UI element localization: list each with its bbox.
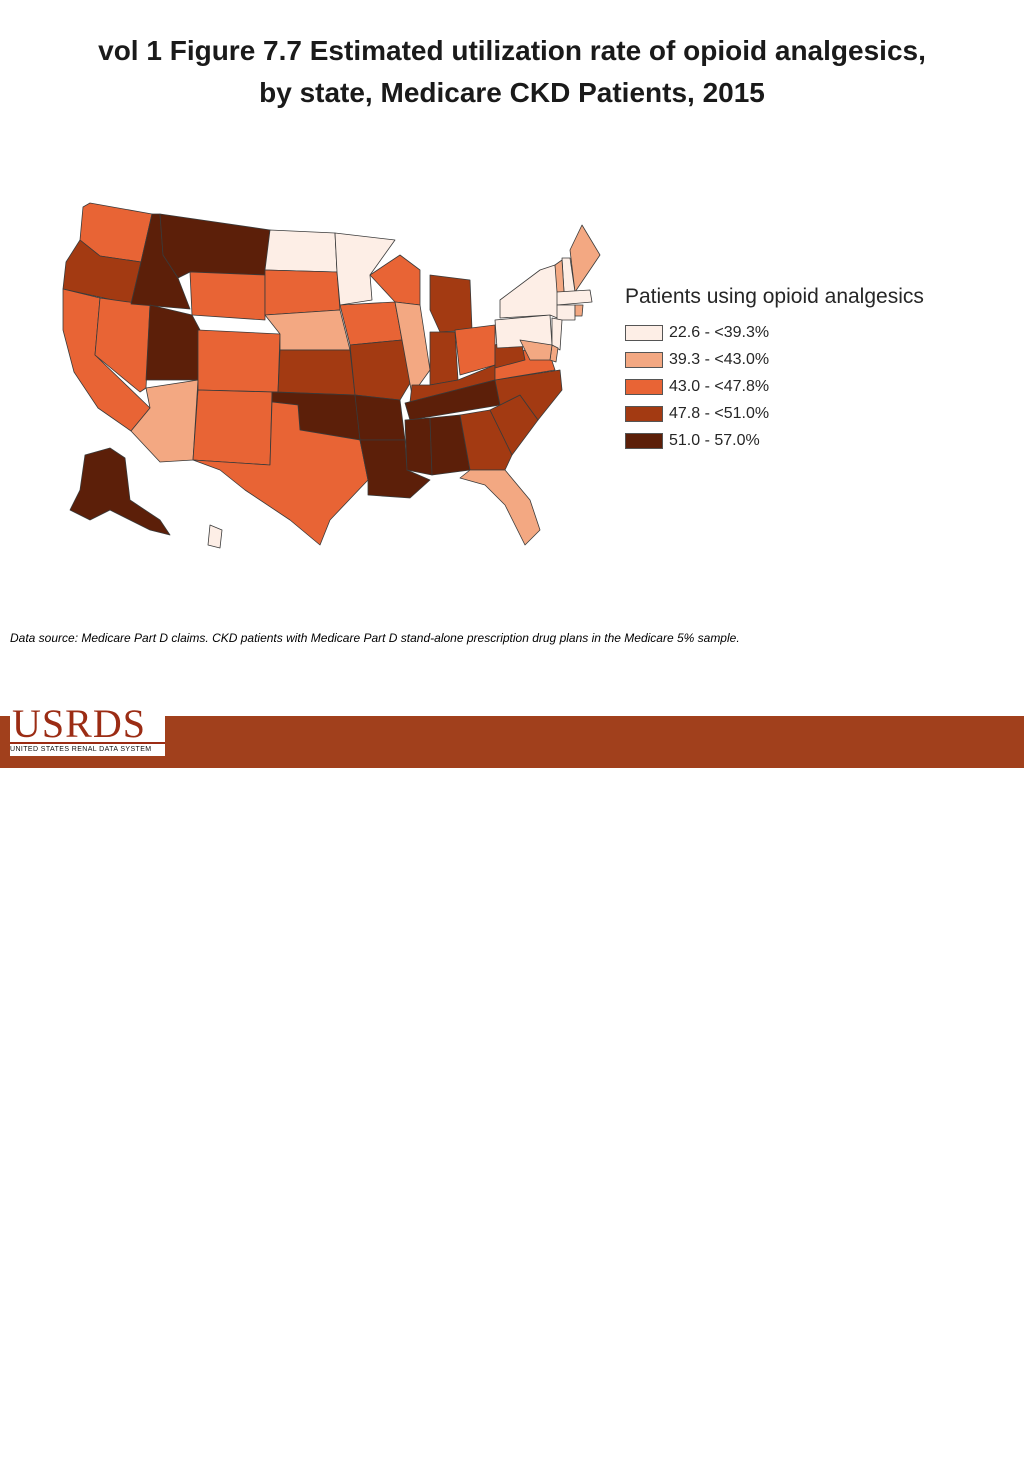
legend-item-4 <box>625 427 924 454</box>
state-vt <box>555 260 564 292</box>
state-me <box>570 225 600 292</box>
state-wy <box>190 272 265 320</box>
legend-item-0 <box>625 319 924 346</box>
state-ms <box>405 418 432 475</box>
legend-swatch-4 <box>625 433 663 449</box>
legend-title: Patients using opioid analgesics <box>625 285 924 308</box>
title-line-2: by state, Medicare CKD Patients, 2015 <box>259 77 765 108</box>
legend-swatch-3 <box>625 406 663 422</box>
state-ct <box>557 305 575 320</box>
legend-item-1 <box>625 346 924 373</box>
data-source-note: Data source: Medicare Part D claims. CKD patients with Medicare Part D stand-alone prescription drug plans in the Medicare 5% sample. <box>10 631 740 645</box>
legend-swatch-0 <box>625 325 663 341</box>
legend-label-0: 22.6 - <39.3% <box>669 323 770 341</box>
legend-item-2 <box>625 373 924 400</box>
state-mt <box>160 214 270 278</box>
state-in <box>430 332 458 385</box>
map-legend <box>625 285 924 454</box>
state-nj <box>552 318 562 350</box>
state-mo <box>350 340 412 400</box>
report-line-1: 2017 Annual Data Report <box>427 1439 593 1455</box>
state-nm <box>193 390 272 465</box>
state-ks <box>278 350 355 395</box>
state-ut <box>146 305 200 380</box>
legend-label-2: 43.0 - <47.8% <box>669 377 770 395</box>
legend-label-1: 39.3 - <43.0% <box>669 350 770 368</box>
legend-item-3 <box>625 400 924 427</box>
state-co <box>198 330 280 392</box>
state-ma <box>557 290 592 305</box>
usrds-logo <box>10 701 165 756</box>
state-nd <box>265 230 337 272</box>
logo-subtext: UNITED STATES RENAL DATA SYSTEM <box>10 742 165 753</box>
state-ar <box>355 395 405 440</box>
legend-label-3: 47.8 - <51.0% <box>669 404 770 422</box>
state-az <box>131 380 198 462</box>
state-ri <box>575 305 583 316</box>
legend-swatch-2 <box>625 379 663 395</box>
state-ny <box>500 265 562 320</box>
report-info <box>380 1436 640 1482</box>
legend-swatch-1 <box>625 352 663 368</box>
title-line-1: vol 1 Figure 7.7 Estimated utilization rate of opioid analgesics, <box>98 35 926 66</box>
state-sd <box>265 270 340 315</box>
report-line-2: Volume 1 CKD, Chapter 7 <box>426 1462 594 1478</box>
state-fl <box>460 470 540 545</box>
state-ia <box>340 302 402 345</box>
page-number: 20 <box>932 1449 949 1466</box>
state-mi <box>430 275 472 332</box>
state-hi <box>208 525 222 548</box>
state-ak <box>70 448 170 535</box>
logo-text: USRDS <box>12 701 146 746</box>
legend-label-4: 51.0 - 57.0% <box>669 431 760 449</box>
